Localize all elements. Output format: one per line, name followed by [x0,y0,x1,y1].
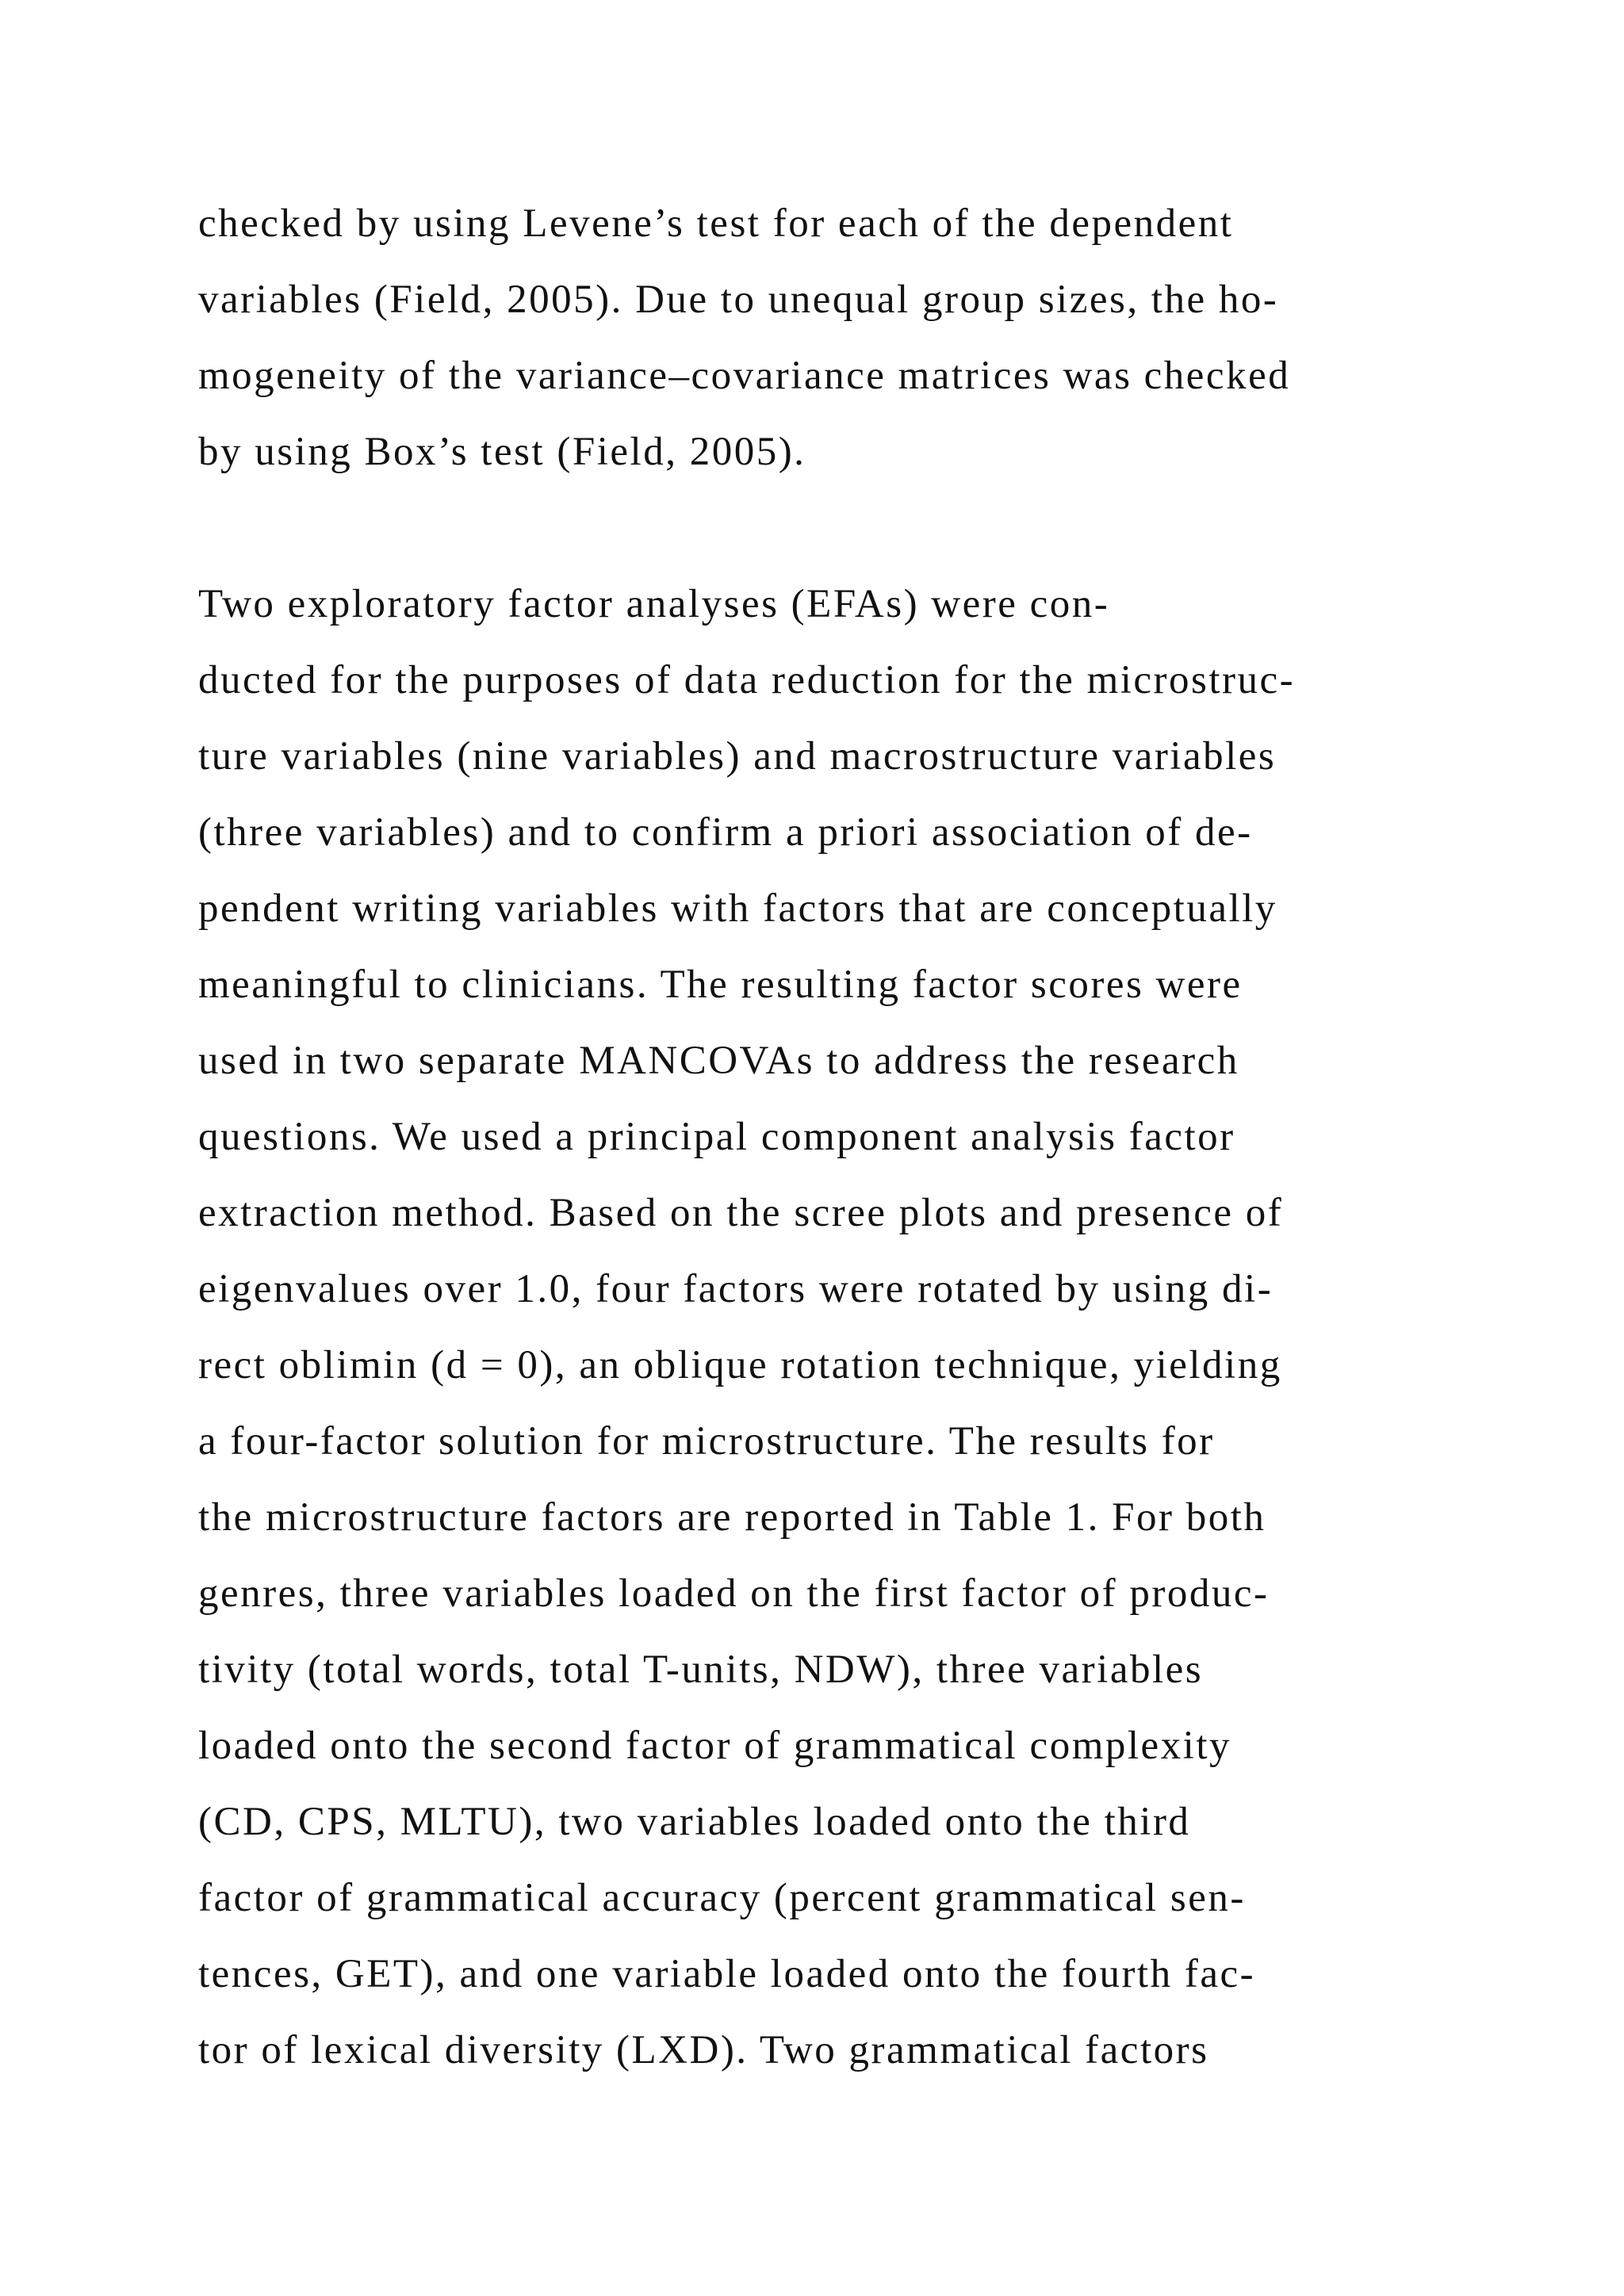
paragraph-2-line-19: tences, GET), and one variable loaded onto the fourth fac- [198,1952,1256,1996]
paragraph-1-line-1: checked by using Levene’s test for each of the dependent [198,201,1234,246]
paragraph-2-line-1: Two exploratory factor analyses (EFAs) were con- [198,582,1110,626]
paragraph-2-line-15: tivity (total words, total T-units, NDW), three variables [198,1647,1204,1692]
paragraph-2-line-7: used in two separate MANCOVAs to address the research [198,1039,1239,1083]
paragraph-2-line-13: the microstructure factors are reported in Table 1. For both [198,1495,1266,1540]
paragraph-2-line-8: questions. We used a principal component analysis factor [198,1115,1235,1159]
paragraph-2-line-17: (CD, CPS, MLTU), two variables loaded onto the third [198,1800,1191,1844]
paragraph-2-line-6: meaningful to clinicians. The resulting factor scores were [198,962,1243,1007]
paragraph-2-line-10: eigenvalues over 1.0, four factors were rotated by using di- [198,1267,1274,1311]
paragraph-2-line-11: rect oblimin (d = 0), an oblique rotation technique, yielding [198,1343,1282,1387]
paragraph-2-line-2: ducted for the purposes of data reduction for the microstruc- [198,658,1296,702]
paragraph-2-line-9: extraction method. Based on the scree plots and presence of [198,1191,1284,1235]
paragraph-2-line-18: factor of grammatical accuracy (percent grammatical sen- [198,1876,1246,1920]
paragraph-2-line-16: loaded onto the second factor of grammatical complexity [198,1724,1232,1768]
paragraph-2-line-4: (three variables) and to confirm a priori association of de- [198,810,1253,855]
paragraph-1-line-2: variables (Field, 2005). Due to unequal group sizes, the ho- [198,277,1279,322]
paragraph-2-line-3: ture variables (nine variables) and macrostructure variables [198,734,1277,779]
paragraph-1-line-4: by using Box’s test (Field, 2005). [198,430,806,474]
paragraph-2-line-12: a four-factor solution for microstructure. The results for [198,1419,1215,1464]
paragraph-2-line-14: genres, three variables loaded on the first factor of produc- [198,1571,1270,1616]
paragraph-2-line-5: pendent writing variables with factors that are conceptually [198,886,1277,931]
paragraph-1-line-3: mogeneity of the variance–covariance matrices was checked [198,354,1291,398]
paragraph-2-line-20: tor of lexical diversity (LXD). Two grammatical factors [198,2028,1209,2072]
